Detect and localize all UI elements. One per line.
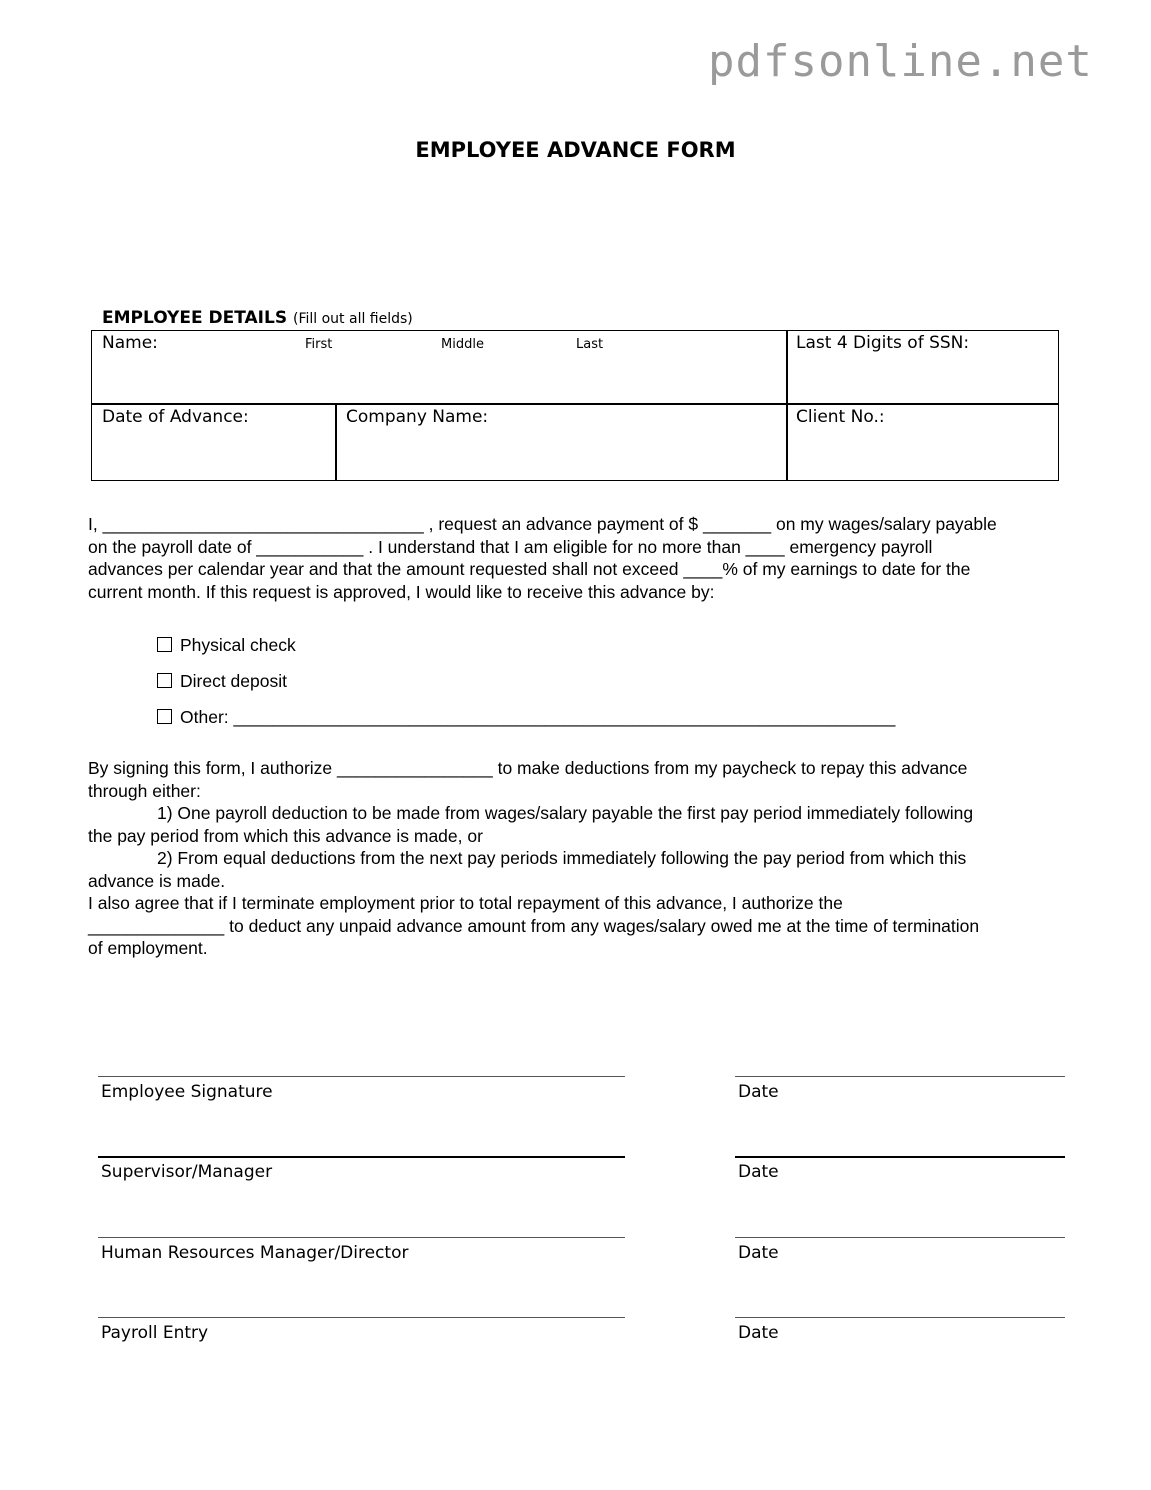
employee-date-label: Date bbox=[738, 1082, 779, 1102]
hr-date-label: Date bbox=[738, 1243, 779, 1263]
first-name-label: First bbox=[305, 337, 333, 352]
employee-signature-label: Employee Signature bbox=[101, 1082, 273, 1102]
paragraph-line: advance is made. bbox=[88, 870, 226, 891]
authorization-paragraph bbox=[88, 757, 1063, 960]
section-title bbox=[102, 308, 413, 328]
checkbox-icon[interactable] bbox=[157, 637, 172, 652]
watermark: pdfsonline.net bbox=[708, 36, 1093, 87]
company-name-label: Company Name: bbox=[346, 407, 489, 427]
paragraph-line: By signing this form, I authorize ________________ to make deductions from my paycheck to repay this advance bbox=[88, 758, 968, 778]
paragraph-line: advances per calendar year and that the amount requested shall not exceed ____% of my earnings to date for the bbox=[88, 559, 971, 579]
payroll-date-line[interactable] bbox=[735, 1317, 1065, 1318]
paragraph-line: the pay period from which this advance is made, or bbox=[88, 825, 483, 846]
payroll-date-label: Date bbox=[738, 1323, 779, 1343]
request-paragraph bbox=[88, 513, 1063, 603]
paragraph-line: 2) From equal deductions from the next pay periods immediately following the pay period from which this bbox=[157, 848, 967, 868]
paragraph-line: I, _________________________________ , request an advance payment of $ _______ on my wages/salary payable bbox=[88, 514, 997, 534]
supervisor-signature-line[interactable] bbox=[98, 1156, 625, 1158]
employee-date-line[interactable] bbox=[735, 1076, 1065, 1077]
paragraph-line: I also agree that if I terminate employment prior to total repayment of this advance, I authorize the bbox=[88, 893, 843, 913]
client-number-label: Client No.: bbox=[796, 407, 885, 427]
option-physical-check[interactable] bbox=[157, 635, 296, 656]
paragraph-line: of employment. bbox=[88, 938, 208, 958]
employee-signature-line[interactable] bbox=[98, 1076, 625, 1077]
paragraph-line: 1) One payroll deduction to be made from wages/salary payable the first pay period immediately following bbox=[157, 803, 974, 823]
checkbox-icon[interactable] bbox=[157, 709, 172, 724]
paragraph-line: ______________ to deduct any unpaid advance amount from any wages/salary owed me at the time of termination bbox=[88, 915, 980, 936]
form-title: EMPLOYEE ADVANCE FORM bbox=[415, 138, 736, 162]
table-row-divider bbox=[92, 403, 1058, 405]
last-name-label: Last bbox=[576, 337, 604, 352]
option-other[interactable] bbox=[157, 707, 895, 728]
employee-details-table bbox=[91, 330, 1059, 481]
table-column-divider bbox=[786, 331, 788, 480]
option-label: Direct deposit bbox=[180, 671, 287, 691]
option-label: Physical check bbox=[180, 635, 296, 655]
hr-date-line[interactable] bbox=[735, 1237, 1065, 1238]
name-label: Name: bbox=[102, 333, 158, 353]
supervisor-date-label: Date bbox=[738, 1162, 779, 1182]
hr-signature-line[interactable] bbox=[98, 1237, 625, 1238]
section-note: (Fill out all fields) bbox=[293, 311, 413, 327]
payroll-signature-line[interactable] bbox=[98, 1317, 625, 1318]
paragraph-line: through either: bbox=[88, 780, 201, 801]
paragraph-line: current month. If this request is approved, I would like to receive this advance by: bbox=[88, 581, 715, 602]
supervisor-date-line[interactable] bbox=[735, 1156, 1065, 1158]
payroll-entry-label: Payroll Entry bbox=[101, 1323, 209, 1343]
option-direct-deposit[interactable] bbox=[157, 671, 287, 692]
section-title-text: EMPLOYEE DETAILS bbox=[102, 308, 288, 328]
checkbox-icon[interactable] bbox=[157, 673, 172, 688]
date-of-advance-label: Date of Advance: bbox=[102, 407, 249, 427]
ssn-label: Last 4 Digits of SSN: bbox=[796, 333, 970, 353]
option-label: Other: ____________________________________________________________________ bbox=[180, 707, 896, 727]
middle-name-label: Middle bbox=[441, 337, 484, 352]
paragraph-line: on the payroll date of ___________ . I understand that I am eligible for no more than ____ emergency payroll bbox=[88, 536, 933, 557]
table-column-divider bbox=[335, 403, 337, 480]
supervisor-signature-label: Supervisor/Manager bbox=[101, 1162, 273, 1182]
hr-signature-label: Human Resources Manager/Director bbox=[101, 1243, 409, 1263]
